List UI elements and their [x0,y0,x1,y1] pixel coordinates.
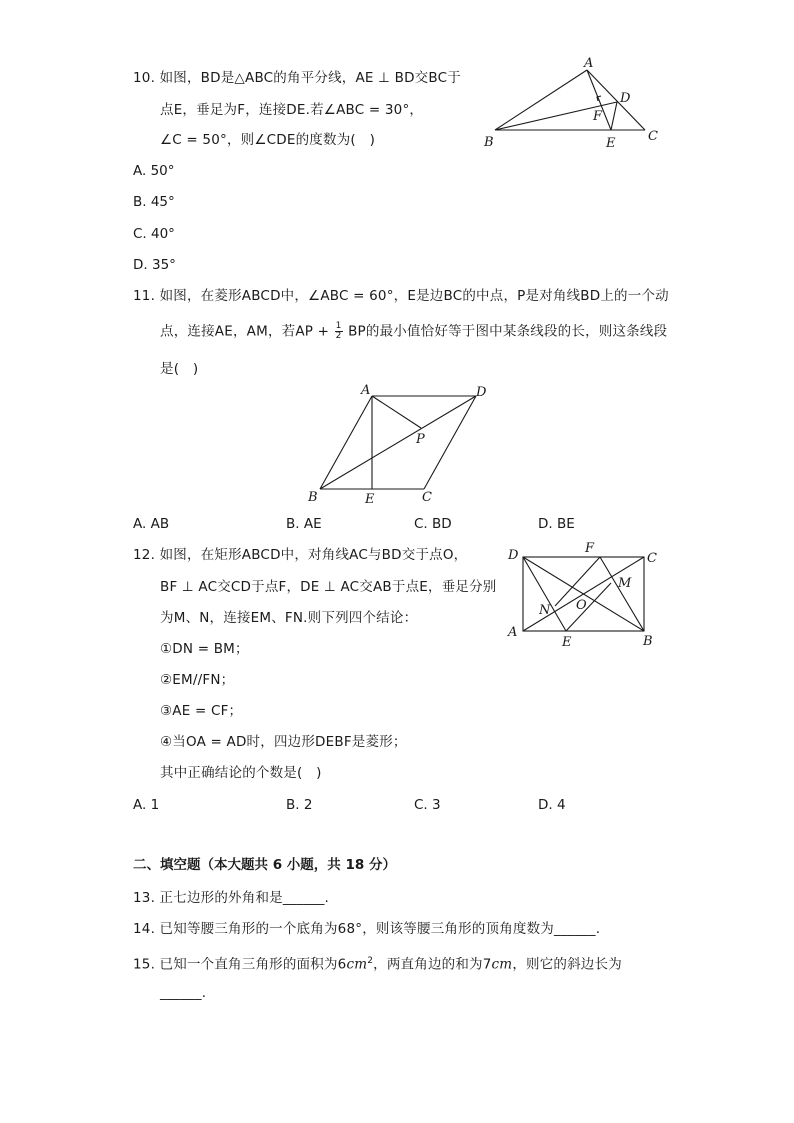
frac-denominator: 2 [335,331,342,341]
label-a: A [584,56,594,71]
q11-text-line2b: BP的最小值恰好等于图中某条线段的长，则这条线段 [348,323,668,340]
q11-number: 11. [133,288,156,304]
q10-line2: 点E，垂足为F，连接DE.若∠ABC = 30°， [160,102,424,118]
label-f: F [593,109,603,124]
q15-unit-cm: cm [346,956,368,973]
label-b: B [484,135,494,150]
q11-text-line1: 如图，在菱形ABCD中，∠ABC = 60°，E是边BC的中点，P是对角线BD上的一个动 [159,288,669,304]
label-f: F [585,541,595,556]
label-n: N [539,603,551,618]
q10-line1 [133,69,461,87]
q12-conclusion-2: ②EM//FN； [160,672,235,688]
q10-option-a[interactable]: A. 50° [133,163,175,179]
label-e: E [562,635,572,650]
q15-superscript: 2 [367,956,374,966]
label-a: A [508,625,518,640]
q15-text-c: ，则它的斜边长为 [512,956,622,973]
diagonal-bd [320,396,476,489]
edge-ba [495,70,587,130]
label-e: E [365,492,375,507]
q11-text-line2a: 点，连接AE，AM，若AP + [160,323,330,340]
section-heading-fill-in: 二、填空题（本大题共 6 小题，共 18 分） [133,857,396,873]
q10-triangle-figure [480,56,670,155]
q11-line1 [133,287,669,305]
q12-line-end: 其中正确结论的个数是( ) [160,765,322,781]
q15-text-b: ，两直角边的和为7 [373,956,492,973]
q12-line2: BF ⊥ AC交CD于点F，DE ⊥ AC交AB于点E，垂足分别 [160,579,497,595]
q12-line3: 为M、N，连接EM、FN.则下列四个结论： [160,610,418,626]
q12-line1 [133,546,467,564]
label-o: O [576,598,587,613]
q11-option-a[interactable]: A. AB [133,516,170,532]
label-c: C [648,129,658,144]
q12-conclusion-3: ③AE = CF； [160,703,243,719]
label-d: D [476,385,487,400]
q11-option-b[interactable]: B. AE [286,516,322,532]
q15-text-a: 15. 已知一个直角三角形的面积为6 [133,956,347,973]
edge-cd [424,396,476,489]
label-p: P [416,432,425,447]
q12-rectangle-figure [500,535,670,650]
label-e: E [606,136,616,151]
label-a: A [361,383,371,398]
q12-conclusion-1: ①DN = BM； [160,641,249,657]
q12-option-b[interactable]: B. 2 [286,797,313,813]
label-c: C [422,490,432,505]
segment-ap [372,396,421,428]
edge-ab [320,396,372,489]
q10-option-b[interactable]: B. 45° [133,194,175,210]
q10-text-line1: 如图，BD是△ABC的角平分线，AE ⊥ BD交BC于 [159,70,461,86]
q12-option-d[interactable]: D. 4 [538,797,566,813]
q11-option-c[interactable]: C. BD [414,516,452,532]
fraction-one-half [335,322,343,341]
q12-option-a[interactable]: A. 1 [133,797,160,813]
q15-line2: ______. [160,985,207,1001]
q10-number: 10. [133,70,156,86]
q10-option-c[interactable]: C. 40° [133,226,175,242]
label-d: D [508,548,519,563]
q13-text: 13. 正七边形的外角和是______. [133,890,330,906]
q12-number: 12. [133,547,156,563]
label-c: C [647,551,657,566]
segment-bf [600,557,644,631]
q10-line3: ∠C = 50°，则∠CDE的度数为( ) [160,132,376,148]
label-b: B [643,634,653,649]
q11-line2 [160,322,667,341]
label-b: B [308,490,318,505]
q12-option-c[interactable]: C. 3 [414,797,441,813]
segment-de [611,102,617,130]
segment-de [523,557,566,631]
q12-text-line1: 如图，在矩形ABCD中，对角线AC与BD交于点O， [159,547,468,563]
q10-option-d[interactable]: D. 35° [133,257,176,273]
q14-text: 14. 已知等腰三角形的一个底角为68°，则该等腰三角形的顶角度数为______. [133,921,601,937]
q11-option-d[interactable]: D. BE [538,516,575,532]
label-d: D [620,91,631,106]
q15-unit-cm-2: cm [491,956,513,973]
frac-numerator: 1 [335,321,342,331]
label-m: M [618,576,632,591]
q11-line3: 是( ) [160,361,199,377]
q15-line1 [133,952,622,974]
q11-rhombus-figure [300,380,500,510]
q12-conclusion-4: ④当OA = AD时，四边形DEBF是菱形； [160,734,407,750]
